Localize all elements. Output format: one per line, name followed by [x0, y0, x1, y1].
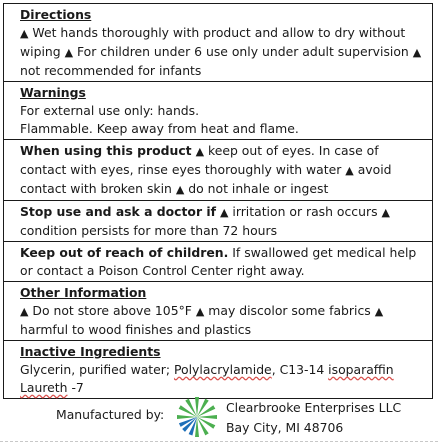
directions-item: For children under 6 use only under adult supervision: [76, 44, 409, 59]
when-using-item: keep out of eyes. In case of contact with eyes, rinse eyes thoroughly with water: [20, 143, 379, 177]
manufacturer-address: [226, 398, 401, 438]
inactive-part: Laureth: [20, 380, 68, 395]
warning-triangle-icon: ▲: [20, 305, 29, 318]
drug-facts-panel: [3, 3, 433, 399]
warning-triangle-icon: ▲: [412, 46, 422, 59]
when-using-item: do not inhale or ingest: [188, 181, 329, 196]
warning-triangle-icon: ▲: [374, 305, 384, 318]
other-info-item: Do not store above 105°F: [32, 303, 192, 318]
inactive-heading: Inactive Ingredients: [20, 344, 161, 359]
inactive-part: isoparaffin: [328, 362, 394, 377]
stop-use-item: condition persists for more than 72 hours: [20, 223, 278, 238]
warning-triangle-icon: ▲: [219, 206, 229, 219]
directions-text: [20, 24, 428, 80]
manufactured-by-label: Manufactured by:: [56, 407, 165, 422]
company-name: Clearbrooke Enterprises LLC: [226, 400, 402, 415]
starburst-logo-icon: [174, 395, 220, 439]
keep-out-section: [4, 242, 432, 282]
warning-triangle-icon: ▲: [175, 183, 185, 196]
warning-triangle-icon: ▲: [64, 46, 74, 59]
warnings-line: Flammable. Keep away from heat and flame.: [20, 121, 299, 136]
directions-section: [4, 4, 432, 82]
stop-use-section: [4, 201, 432, 242]
other-info-section: [4, 282, 432, 341]
directions-item: not recommended for infants: [20, 63, 202, 78]
when-using-item: avoid contact with broken skin: [20, 162, 392, 196]
warning-triangle-icon: ▲: [381, 206, 390, 219]
warnings-section: [4, 82, 432, 140]
keep-out-text: If swallowed get medical help or contact a Poison Control Center right away.: [20, 245, 417, 278]
inactive-part: , C13-14: [271, 362, 329, 377]
when-using-heading: When using this product: [20, 143, 192, 158]
warnings-heading: Warnings: [20, 85, 86, 100]
inactive-part: Glycerin, purified water;: [20, 362, 174, 377]
directions-item: Wet hands thoroughly with product and allow to dry without wiping: [20, 25, 406, 59]
stop-use-heading: Stop use and ask a doctor if: [20, 204, 217, 219]
keep-out-heading: Keep out of reach of children.: [20, 245, 229, 260]
warning-triangle-icon: ▲: [345, 164, 354, 177]
when-using-section: [4, 140, 432, 201]
other-info-text: [20, 302, 428, 339]
company-city: Bay City, MI 48706: [226, 420, 344, 435]
stop-use-item: irritation or rash occurs: [232, 204, 378, 219]
other-info-item: harmful to wood finishes and plastics: [20, 322, 252, 337]
inactive-text: [20, 361, 428, 397]
directions-heading: Directions: [20, 7, 92, 22]
other-info-item: may discolor some fabrics: [208, 303, 371, 318]
inactive-part: Polylacrylamide: [173, 362, 272, 377]
inactive-part: -7: [67, 380, 84, 395]
warnings-line: For external use only: hands.: [20, 103, 200, 118]
warning-triangle-icon: ▲: [20, 27, 29, 40]
other-info-heading: Other Information: [20, 285, 147, 300]
inactive-section: [4, 341, 432, 399]
manufacturer-footer: [0, 394, 438, 438]
warning-triangle-icon: ▲: [195, 145, 205, 158]
warning-triangle-icon: ▲: [195, 305, 205, 318]
